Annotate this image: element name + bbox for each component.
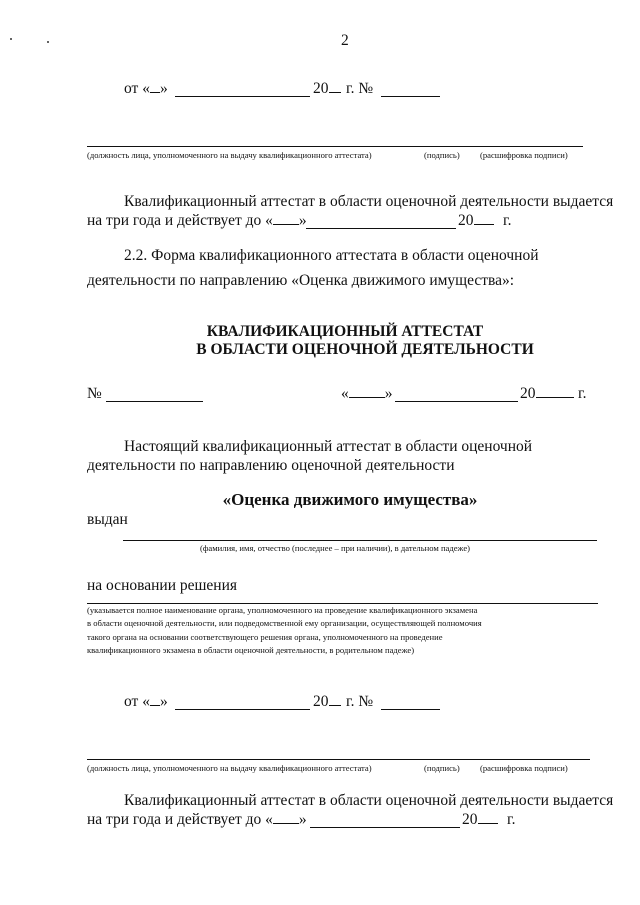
signature-position-caption: (должность лица, уполномоченного на выдачу квалификационного аттестата): [87, 150, 372, 160]
issue-date-line[interactable]: [175, 96, 310, 97]
issue-year: 20: [313, 80, 341, 98]
signature-position-caption-2: (должность лица, уполномоченного на выдачу квалификационного аттестата): [87, 763, 372, 773]
validity-date-line-2[interactable]: [310, 827, 460, 828]
basis-caption-1: (указывается полное наименование органа, уполномоченного на проведение квалификационного экзамена: [87, 605, 478, 615]
issued-to-line[interactable]: [123, 540, 597, 541]
signature-sign-caption: (подпись): [424, 150, 460, 160]
issue-number-line[interactable]: [381, 96, 440, 97]
validity-year-suffix: г.: [503, 212, 512, 229]
basis-caption-3: такого органа на основании соответствующего решения органа, уполномоченного на проведение: [87, 632, 443, 642]
certificate-issued-to: выдан: [87, 511, 128, 528]
issue-from-label: от «: [124, 80, 150, 97]
issue-year-2: 20: [313, 693, 341, 711]
signature-decoding-caption: (расшифровка подписи): [480, 150, 568, 160]
signature-decoding-caption-2: (расшифровка подписи): [480, 763, 568, 773]
certificate-date-year: 20: [520, 385, 574, 403]
basis-caption-4: квалификационного экзамена в области оценочной деятельности, в родительном падеже): [87, 645, 415, 655]
issue-date-line-2[interactable]: [175, 709, 310, 710]
certificate-title-line-1: КВАЛИФИКАЦИОННЫЙ АТТЕСТАТ: [206, 323, 484, 340]
certificate-number-label: №: [87, 385, 102, 402]
page-number: 2: [341, 32, 349, 49]
issue-line-from-2: от « »: [124, 693, 168, 710]
validity-line-2: на три года и действует до « »: [87, 212, 307, 229]
certificate-number-line[interactable]: [106, 401, 203, 402]
validity-line-2-b: на три года и действует до « »: [87, 811, 307, 828]
signature-line-2[interactable]: [87, 759, 590, 760]
validity-line-1: Квалификационный аттестат в области оценочной деятельности выдается: [124, 193, 614, 210]
section-2-2-line-1: 2.2. Форма квалификационного аттестата в области оценочной: [124, 247, 539, 264]
section-2-2-line-2: деятельности по направлению «Оценка движимого имущества»:: [87, 272, 515, 289]
certificate-present-line-1: Настоящий квалификационный аттестат в области оценочной: [124, 438, 533, 455]
scan-speck: [10, 38, 12, 40]
issued-to-caption: (фамилия, имя, отчество (последнее – при наличии), в дательном падеже): [200, 543, 471, 553]
certificate-present-line-2: деятельности по направлению оценочной деятельности: [87, 457, 455, 474]
validity-date-line[interactable]: [306, 228, 456, 229]
certificate-date-open: « »: [341, 385, 393, 402]
issue-close-quote: »: [159, 80, 168, 97]
certificate-direction: «Оценка движимого имущества»: [222, 490, 478, 509]
issue-number-label-2: г. №: [346, 693, 374, 710]
issue-number-line-2[interactable]: [381, 709, 440, 710]
certificate-date-line[interactable]: [395, 401, 518, 402]
validity-year-2: 20: [462, 811, 498, 829]
certificate-title-line-2: В ОБЛАСТИ ОЦЕНОЧНОЙ ДЕЯТЕЛЬНОСТИ: [196, 341, 534, 358]
validity-year-suffix-2: г.: [507, 811, 516, 828]
certificate-date-suffix: г.: [578, 385, 587, 402]
issue-number-label: г. №: [346, 80, 374, 97]
validity-year: 20: [458, 212, 494, 230]
signature-line[interactable]: [87, 146, 583, 147]
basis-line[interactable]: [87, 603, 598, 604]
scan-speck: [47, 41, 49, 43]
basis-caption-2: в области оценочной деятельности, или подведомственной ему организации, осуществляющей полномочия: [87, 618, 482, 628]
signature-sign-caption-2: (подпись): [424, 763, 460, 773]
validity-line-1-b: Квалификационный аттестат в области оценочной деятельности выдается: [124, 792, 614, 809]
issue-line-from: [124, 80, 168, 98]
certificate-basis: на основании решения: [87, 577, 238, 594]
